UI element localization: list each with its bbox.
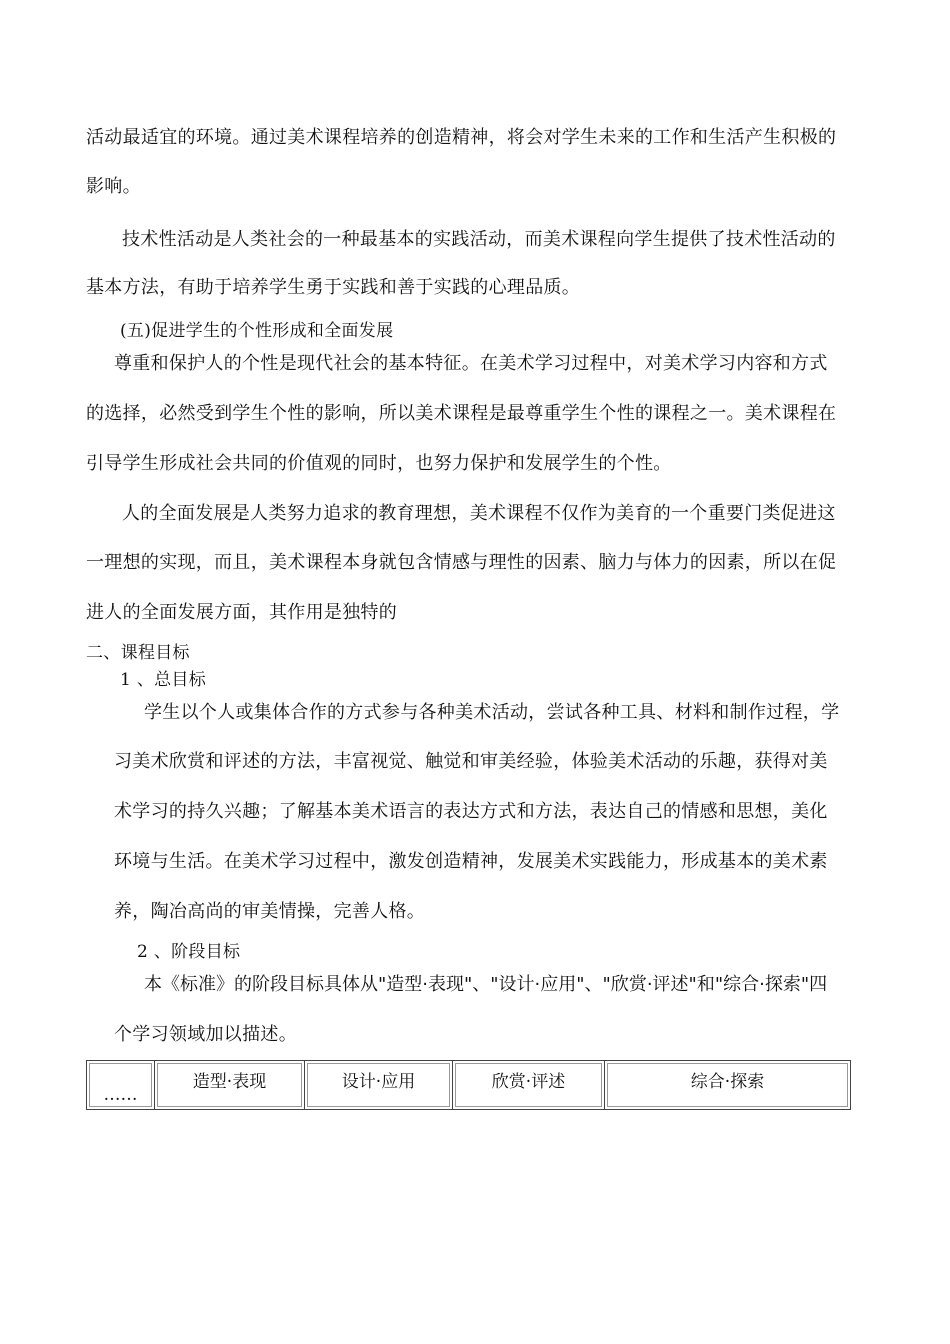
paragraph-line: 环境与生活。在美术学习过程中，激发创造精神，发展美术实践能力，形成基本的美术素	[114, 851, 828, 872]
table-header-synthesis: 综合·探索	[605, 1061, 851, 1110]
paragraph-line: 影响。	[86, 176, 141, 197]
paragraph-line: 学生以个人或集体合作的方式参与各种美术活动，尝试各种工具、材料和制作过程，学	[144, 702, 840, 723]
table-row	[87, 1061, 851, 1110]
paragraph-line: 技术性活动是人类社会的一种最基本的实践活动，而美术课程向学生提供了技术性活动的	[122, 229, 836, 250]
subsection-heading: 2 、阶段目标	[137, 942, 241, 962]
paragraph-line: 一理想的实现，而且，美术课程本身就包含情感与理性的因素、脑力与体力的因素，所以在促	[86, 552, 837, 573]
paragraph-line: 术学习的持久兴趣；了解基本美术语言的表达方式和方法，表达自己的情感和思想，美化	[114, 801, 828, 822]
paragraph-line: 本《标准》的阶段目标具体从"造型·表现"、"设计·应用"、"欣赏·评述"和"综合·探索"四	[144, 974, 828, 995]
paragraph-line: 基本方法，有助于培养学生勇于实践和善于实践的心理品质。	[86, 277, 581, 298]
paragraph-line: 人的全面发展是人类努力追求的教育理想，美术课程不仅作为美育的一个重要门类促进这	[122, 503, 836, 524]
paragraph-line: 进人的全面发展方面，其作用是独特的	[86, 602, 398, 623]
section-heading: 二、课程目标	[86, 643, 190, 663]
table-header-modeling: 造型·表现	[155, 1061, 305, 1110]
section-heading: (五)促进学生的个性形成和全面发展	[120, 321, 394, 341]
paragraph-line: 习美术欣赏和评述的方法，丰富视觉、触觉和审美经验，体验美术活动的乐趣，获得对美	[114, 751, 828, 772]
table-header-appreciation: 欣赏·评述	[453, 1061, 605, 1110]
paragraph-line: 活动最适宜的环境。通过美术课程培养的创造精神，将会对学生未来的工作和生活产生积极的	[86, 127, 837, 148]
table-cell-ellipsis: ……	[87, 1061, 155, 1110]
paragraph-line: 引导学生形成社会共同的价值观的同时，也努力保护和发展学生的个性。	[86, 453, 672, 474]
paragraph-line: 尊重和保护人的个性是现代社会的基本特征。在美术学习过程中，对美术学习内容和方式	[114, 353, 828, 374]
table-header-design: 设计·应用	[305, 1061, 453, 1110]
subsection-heading: 1 、总目标	[120, 670, 207, 690]
paragraph-line: 个学习领域加以描述。	[114, 1024, 297, 1045]
paragraph-line: 的选择，必然受到学生个性的影响，所以美术课程是最尊重学生个性的课程之一。美术课程在	[86, 403, 837, 424]
paragraph-line: 养，陶冶高尚的审美情操，完善人格。	[114, 901, 426, 922]
stage-goals-table	[86, 1060, 851, 1110]
